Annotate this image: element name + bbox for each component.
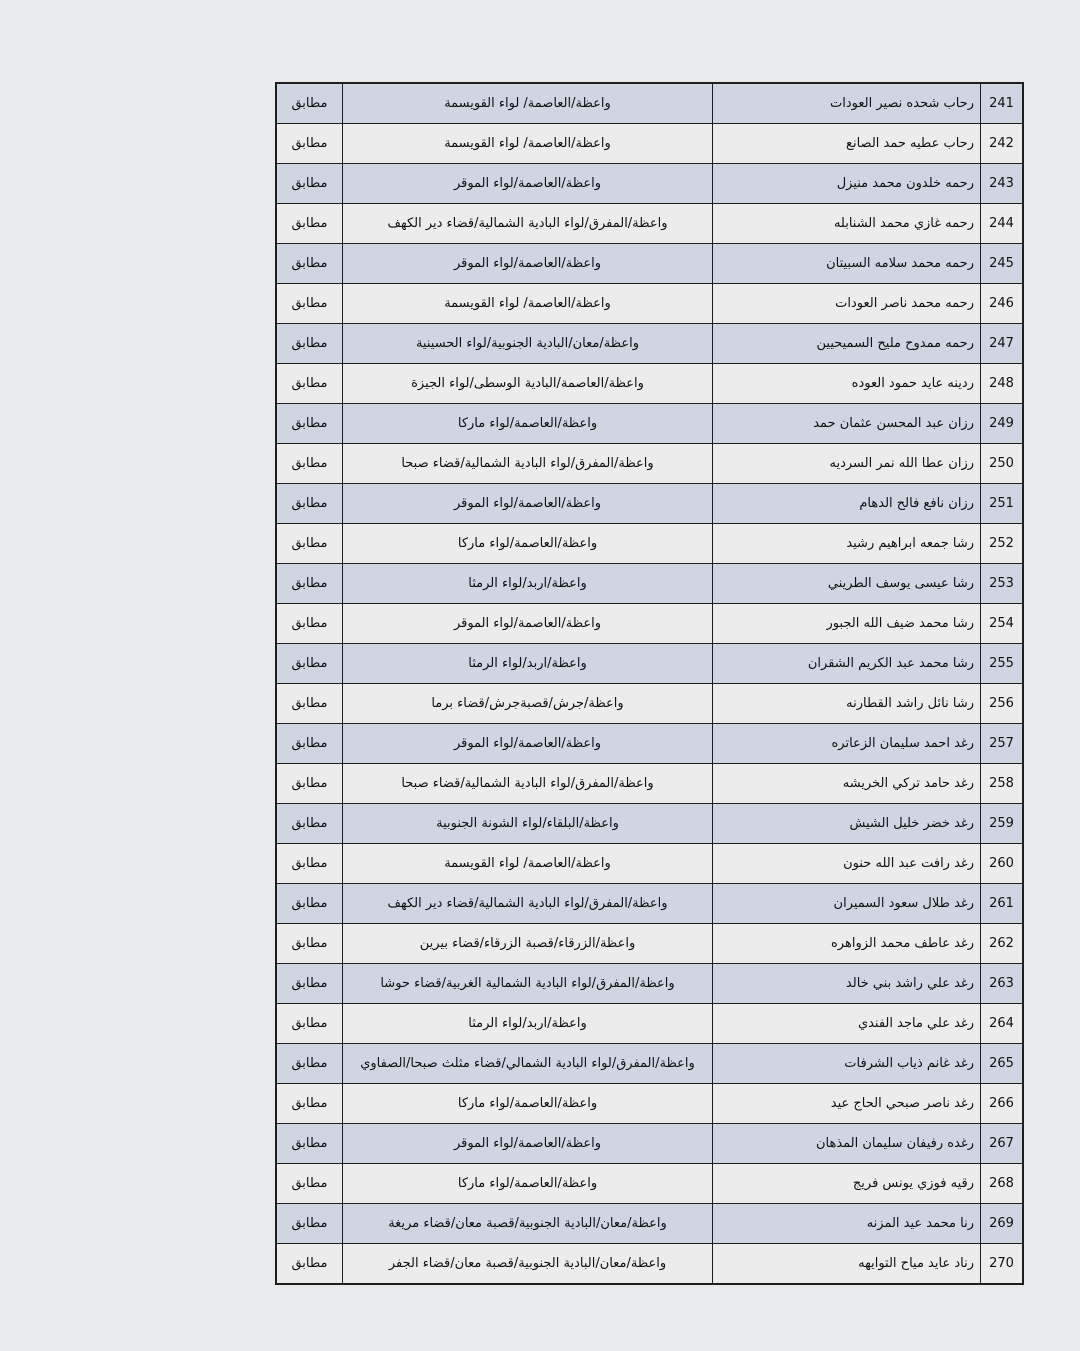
name-cell: رغده رفيفان سليمان المذهان	[713, 1124, 981, 1164]
location-cell: واعظة/المفرق/لواء البادية الشمالية/قضاء دير الكهف	[343, 884, 713, 924]
location-cell: واعظة/الزرقاء/قصبة الزرقاء/قضاء بيرين	[343, 924, 713, 964]
table-row	[276, 1164, 1023, 1204]
table-row	[276, 244, 1023, 284]
row-number-cell: 260	[981, 844, 1024, 884]
table-row	[276, 484, 1023, 524]
row-number-cell: 267	[981, 1124, 1024, 1164]
row-number-cell: 252	[981, 524, 1024, 564]
row-number-cell: 243	[981, 164, 1024, 204]
name-cell: رنا محمد عيد المزنه	[713, 1204, 981, 1244]
name-cell: رزان عبد المحسن عثمان حمد	[713, 404, 981, 444]
row-number-cell: 251	[981, 484, 1024, 524]
status-cell: مطابق	[276, 844, 343, 884]
table-row	[276, 604, 1023, 644]
status-cell: مطابق	[276, 964, 343, 1004]
name-cell: رقيه فوزي يونس فريج	[713, 1164, 981, 1204]
table-row	[276, 1204, 1023, 1244]
roster-table	[275, 82, 1024, 1285]
status-cell: مطابق	[276, 564, 343, 604]
row-number-cell: 246	[981, 284, 1024, 324]
location-cell: واعظة/العاصمة/لواء الموقر	[343, 164, 713, 204]
row-number-cell: 255	[981, 644, 1024, 684]
table-row	[276, 1044, 1023, 1084]
location-cell: واعظة/العاصمة/لواء ماركا	[343, 1164, 713, 1204]
location-cell: واعظة/البلقاء/لواء الشونة الجنوبية	[343, 804, 713, 844]
table-row	[276, 164, 1023, 204]
name-cell: رشا محمد ضيف الله الجبور	[713, 604, 981, 644]
row-number-cell: 248	[981, 364, 1024, 404]
status-cell: مطابق	[276, 804, 343, 844]
table-row	[276, 804, 1023, 844]
table-row	[276, 644, 1023, 684]
status-cell: مطابق	[276, 83, 343, 124]
row-number-cell: 245	[981, 244, 1024, 284]
status-cell: مطابق	[276, 1204, 343, 1244]
name-cell: رغد طلال سعود السميران	[713, 884, 981, 924]
name-cell: رغد ناصر صبحي الحاج عيد	[713, 1084, 981, 1124]
table-row	[276, 284, 1023, 324]
name-cell: رزان نافع فالح الدهام	[713, 484, 981, 524]
row-number-cell: 241	[981, 83, 1024, 124]
status-cell: مطابق	[276, 444, 343, 484]
table-row	[276, 524, 1023, 564]
table-row	[276, 1004, 1023, 1044]
status-cell: مطابق	[276, 1044, 343, 1084]
row-number-cell: 254	[981, 604, 1024, 644]
row-number-cell: 244	[981, 204, 1024, 244]
row-number-cell: 269	[981, 1204, 1024, 1244]
status-cell: مطابق	[276, 1084, 343, 1124]
location-cell: واعظة/العاصمة/لواء الموقر	[343, 724, 713, 764]
name-cell: ردينه عايد حمود العوده	[713, 364, 981, 404]
location-cell: واعظة/العاصمة/لواء ماركا	[343, 404, 713, 444]
location-cell: واعظة/العاصمة/ لواء القويسمة	[343, 124, 713, 164]
table-row	[276, 83, 1023, 124]
status-cell: مطابق	[276, 524, 343, 564]
location-cell: واعظة/معان/البادية الجنوبية/لواء الحسينية	[343, 324, 713, 364]
name-cell: رغد احمد سليمان الزعاتره	[713, 724, 981, 764]
status-cell: مطابق	[276, 404, 343, 444]
name-cell: رغد عاطف محمد الزواهره	[713, 924, 981, 964]
name-cell: رغد رافت عبد الله حنون	[713, 844, 981, 884]
status-cell: مطابق	[276, 484, 343, 524]
status-cell: مطابق	[276, 604, 343, 644]
location-cell: واعظة/العاصمة/لواء ماركا	[343, 524, 713, 564]
row-number-cell: 247	[981, 324, 1024, 364]
status-cell: مطابق	[276, 924, 343, 964]
table-row	[276, 404, 1023, 444]
status-cell: مطابق	[276, 884, 343, 924]
status-cell: مطابق	[276, 324, 343, 364]
name-cell: رحمه ممدوح مليح السميحيين	[713, 324, 981, 364]
row-number-cell: 266	[981, 1084, 1024, 1124]
location-cell: واعظة/العاصمة/ لواء القويسمة	[343, 83, 713, 124]
location-cell: واعظة/اربد/لواء الرمثا	[343, 644, 713, 684]
row-number-cell: 258	[981, 764, 1024, 804]
name-cell: رحمه محمد سلامه السبيتان	[713, 244, 981, 284]
location-cell: واعظة/معان/البادية الجنوبية/قصبة معان/قضاء الجفر	[343, 1244, 713, 1285]
location-cell: واعظة/المفرق/لواء البادية الشمالية/قضاء صبحا	[343, 764, 713, 804]
roster-table-body	[276, 83, 1023, 1284]
status-cell: مطابق	[276, 684, 343, 724]
status-cell: مطابق	[276, 204, 343, 244]
row-number-cell: 259	[981, 804, 1024, 844]
table-row	[276, 964, 1023, 1004]
name-cell: رحمه غازي محمد الشنابله	[713, 204, 981, 244]
table-row	[276, 1084, 1023, 1124]
row-number-cell: 249	[981, 404, 1024, 444]
status-cell: مطابق	[276, 764, 343, 804]
row-number-cell: 270	[981, 1244, 1024, 1285]
row-number-cell: 264	[981, 1004, 1024, 1044]
table-row	[276, 1244, 1023, 1285]
row-number-cell: 250	[981, 444, 1024, 484]
row-number-cell: 268	[981, 1164, 1024, 1204]
location-cell: واعظة/جرش/قصبةجرش/قضاء برما	[343, 684, 713, 724]
table-row	[276, 764, 1023, 804]
table-row	[276, 564, 1023, 604]
row-number-cell: 256	[981, 684, 1024, 724]
status-cell: مطابق	[276, 644, 343, 684]
name-cell: رناد عايد مياح التوايهه	[713, 1244, 981, 1285]
row-number-cell: 257	[981, 724, 1024, 764]
table-row	[276, 364, 1023, 404]
location-cell: واعظة/العاصمة/لواء الموقر	[343, 484, 713, 524]
location-cell: واعظة/المفرق/لواء البادية الشمالية/قضاء صبحا	[343, 444, 713, 484]
location-cell: واعظة/اربد/لواء الرمثا	[343, 564, 713, 604]
row-number-cell: 253	[981, 564, 1024, 604]
status-cell: مطابق	[276, 1164, 343, 1204]
table-row	[276, 324, 1023, 364]
location-cell: واعظة/العاصمة/لواء الموقر	[343, 244, 713, 284]
name-cell: رحاب عطيه حمد الصانع	[713, 124, 981, 164]
table-row	[276, 1124, 1023, 1164]
name-cell: رحمه محمد ناصر العودات	[713, 284, 981, 324]
name-cell: رزان عطا الله نمر السرديه	[713, 444, 981, 484]
location-cell: واعظة/العاصمة/ لواء القويسمة	[343, 844, 713, 884]
name-cell: رشا جمعه ابراهيم رشيد	[713, 524, 981, 564]
location-cell: واعظة/العاصمة/ لواء القويسمة	[343, 284, 713, 324]
status-cell: مطابق	[276, 1004, 343, 1044]
status-cell: مطابق	[276, 1244, 343, 1285]
status-cell: مطابق	[276, 164, 343, 204]
table-row	[276, 204, 1023, 244]
name-cell: رحاب شحده نصير العودات	[713, 83, 981, 124]
table-row	[276, 724, 1023, 764]
name-cell: رغد خضر خليل الشيش	[713, 804, 981, 844]
table-row	[276, 124, 1023, 164]
location-cell: واعظة/معان/البادية الجنوبية/قصبة معان/قضاء مريغة	[343, 1204, 713, 1244]
row-number-cell: 263	[981, 964, 1024, 1004]
name-cell: رشا نائل راشد القطارنه	[713, 684, 981, 724]
status-cell: مطابق	[276, 1124, 343, 1164]
location-cell: واعظة/العاصمة/لواء الموقر	[343, 1124, 713, 1164]
row-number-cell: 242	[981, 124, 1024, 164]
table-row	[276, 884, 1023, 924]
row-number-cell: 265	[981, 1044, 1024, 1084]
name-cell: رغد غانم ذياب الشرفات	[713, 1044, 981, 1084]
status-cell: مطابق	[276, 364, 343, 404]
row-number-cell: 261	[981, 884, 1024, 924]
table-row	[276, 924, 1023, 964]
location-cell: واعظة/العاصمة/لواء الموقر	[343, 604, 713, 644]
name-cell: رغد علي ماجد الفندي	[713, 1004, 981, 1044]
table-row	[276, 684, 1023, 724]
location-cell: واعظة/المفرق/لواء البادية الشمالية الغربية/قضاء حوشا	[343, 964, 713, 1004]
status-cell: مطابق	[276, 244, 343, 284]
row-number-cell: 262	[981, 924, 1024, 964]
location-cell: واعظة/اربد/لواء الرمثا	[343, 1004, 713, 1044]
status-cell: مطابق	[276, 124, 343, 164]
location-cell: واعظة/المفرق/لواء البادية الشمالي/قضاء مثلث صبحا/الصفاوي	[343, 1044, 713, 1084]
table-row	[276, 844, 1023, 884]
name-cell: رشا عيسى يوسف الطريني	[713, 564, 981, 604]
location-cell: واعظة/المفرق/لواء البادية الشمالية/قضاء دير الكهف	[343, 204, 713, 244]
location-cell: واعظة/العاصمة/لواء ماركا	[343, 1084, 713, 1124]
status-cell: مطابق	[276, 284, 343, 324]
status-cell: مطابق	[276, 724, 343, 764]
name-cell: رغد علي راشد بني خالد	[713, 964, 981, 1004]
name-cell: رحمه خلدون محمد منيزل	[713, 164, 981, 204]
location-cell: واعظة/العاصمة/البادية الوسطى/لواء الجيزة	[343, 364, 713, 404]
name-cell: رشا محمد عبد الكريم الشقران	[713, 644, 981, 684]
name-cell: رغد حامد تركي الخريشه	[713, 764, 981, 804]
table-row	[276, 444, 1023, 484]
